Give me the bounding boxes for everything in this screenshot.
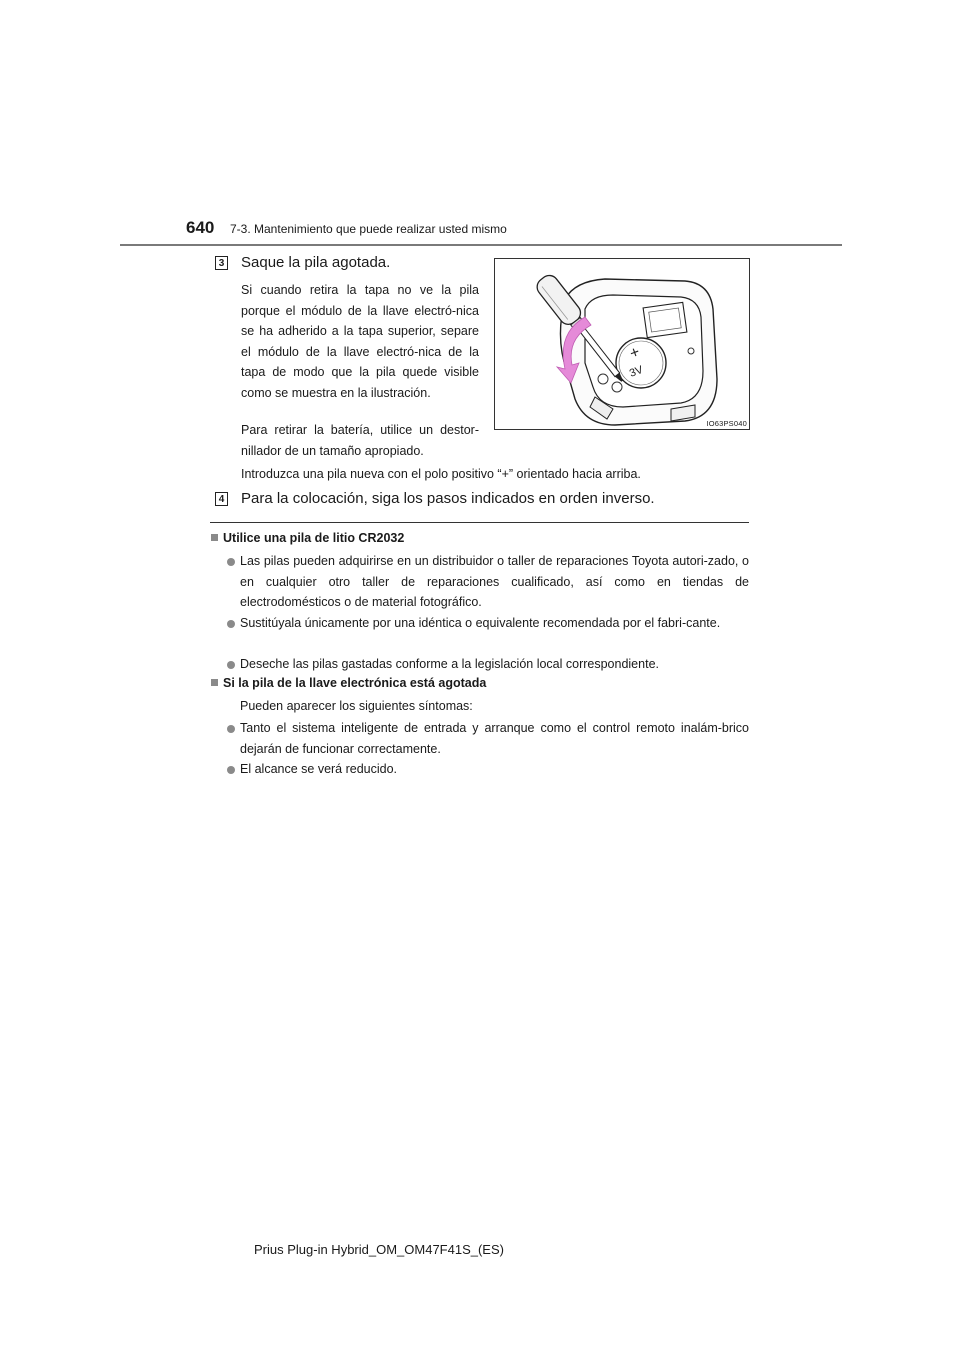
bullet-dot-icon xyxy=(227,558,235,566)
step-3-paragraph-2: Para retirar la batería, utilice un destor-nillador de un tamaño apropiado. xyxy=(241,423,479,458)
step-3-title: Saque la pila agotada. xyxy=(241,254,391,271)
key-battery-illustration xyxy=(494,258,750,430)
figure-caption: IO63PS040 xyxy=(706,419,747,428)
note-bullet: Sustitúyala únicamente por una idéntica o equivalente recomendada por el fabri-cante. xyxy=(240,616,721,630)
step-4-title: Para la colocación, siga los pasos indicados en orden inverso. xyxy=(241,490,655,507)
battery-voltage-label: 3V xyxy=(627,363,645,380)
section-title: 7-3. Mantenimiento que puede realizar usted mismo xyxy=(230,222,507,236)
key-battery-drawing xyxy=(495,259,749,429)
note-bullet: Deseche las pilas gastadas conforme a la legislación local correspondiente. xyxy=(240,657,659,671)
document-footer: Prius Plug-in Hybrid_OM_OM47F41S_(ES) xyxy=(254,1242,504,1257)
bullet-dot-icon xyxy=(227,620,235,628)
notes-divider xyxy=(210,522,749,523)
note-intro: Pueden aparecer los siguientes síntomas: xyxy=(240,699,473,713)
step-number-3: 3 xyxy=(215,256,228,270)
step-3-paragraph-1: Si cuando retira la tapa no ve la pila porque el módulo de la llave electró-nica se ha adherido a la tapa superior, separe el módulo de la llave electró-nica de la tapa de modo que la pila quede visible como se muestra en la ilustración. xyxy=(241,283,479,400)
page-number: 640 xyxy=(186,218,215,237)
square-bullet-icon xyxy=(211,534,218,541)
step-3-paragraph-3: Introduzca una pila nueva con el polo positivo “+” orientado hacia arriba. xyxy=(241,467,641,481)
note-bullet: El alcance se verá reducido. xyxy=(240,762,398,776)
note-bullet: Tanto el sistema inteligente de entrada y arranque como el control remoto inalám-brico dejarán de funcionar correctamente. xyxy=(240,721,749,756)
header-divider xyxy=(120,244,842,246)
square-bullet-icon xyxy=(211,679,218,686)
bullet-dot-icon xyxy=(227,766,235,774)
bullet-dot-icon xyxy=(227,725,235,733)
note-heading-text: Si la pila de la llave electrónica está agotada xyxy=(223,676,487,690)
note-heading-battery-type xyxy=(211,531,404,545)
note-heading-battery-depleted xyxy=(211,676,486,690)
note-heading-text: Utilice una pila de litio CR2032 xyxy=(223,531,405,545)
coin-battery xyxy=(616,338,666,388)
bullet-dot-icon xyxy=(227,661,235,669)
step-number-4: 4 xyxy=(215,492,228,506)
note-bullet: Las pilas pueden adquirirse en un distribuidor o taller de reparaciones Toyota autori-zado, o en cualquier otro taller de reparaciones cualificado, así como en tiendas de electrodomésticos o de material fotográfico. xyxy=(240,554,749,609)
battery-plus-label: + xyxy=(627,343,643,363)
